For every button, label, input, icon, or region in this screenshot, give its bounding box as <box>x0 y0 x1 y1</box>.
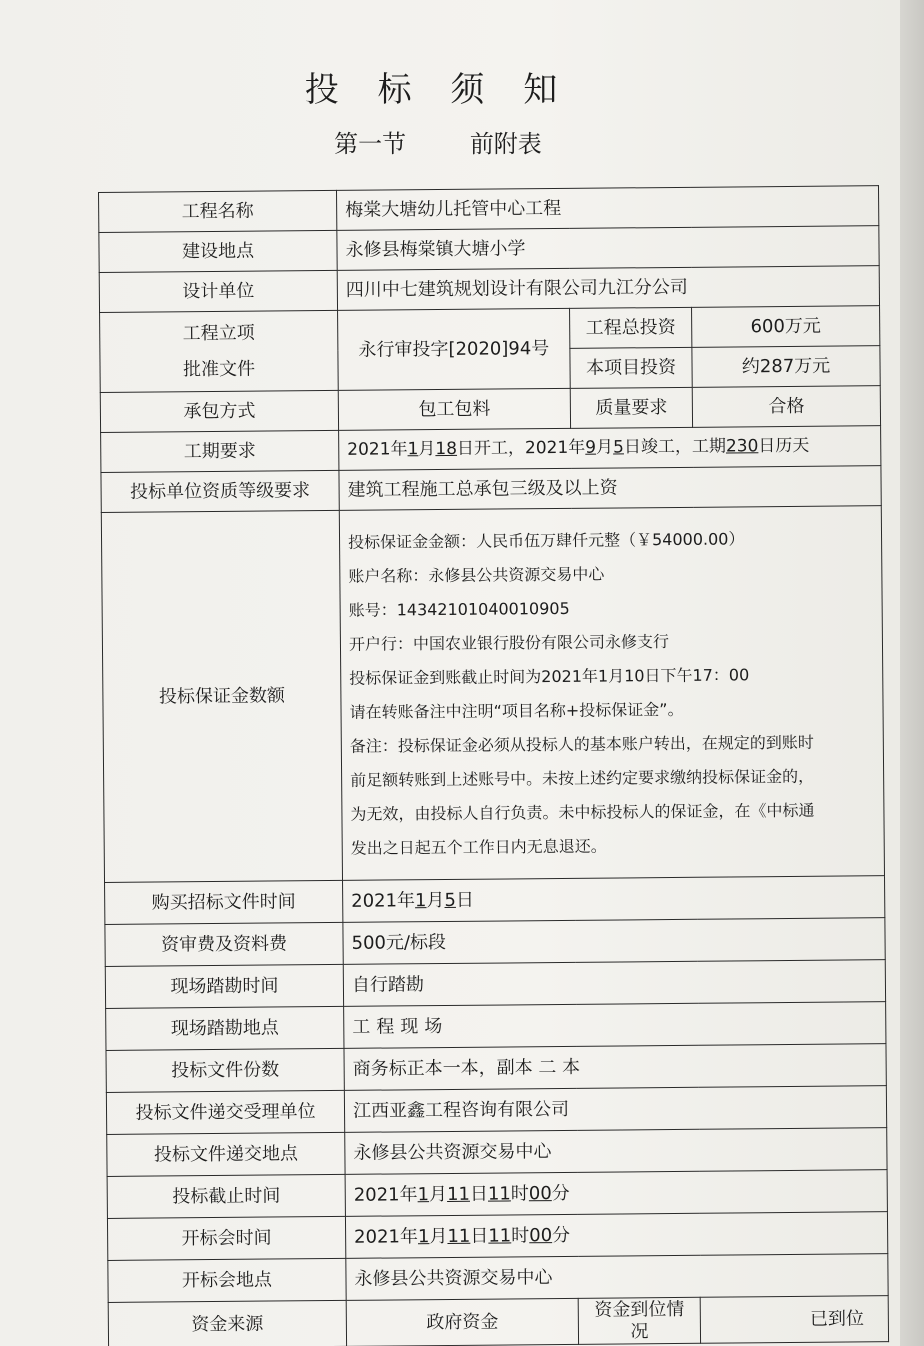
deadline-hour: 11 <box>487 1183 511 1205</box>
funding-status-value: 已到位 <box>700 1296 888 1344</box>
bond-line: 账户名称：永修县公共资源交易中心 <box>348 564 605 586</box>
receiver-label: 投标文件递交受理单位 <box>106 1090 344 1134</box>
opening-place-label: 开标会地点 <box>108 1258 346 1302</box>
date-text: 月 <box>426 889 445 911</box>
end-day: 5 <box>612 437 624 458</box>
table-row <box>99 226 879 273</box>
bond-line: 账号：14342101040010905 <box>348 598 570 620</box>
site-visit-place-label: 现场踏勘地点 <box>106 1006 344 1050</box>
section-heading <box>0 124 876 159</box>
deadline-day: 11 <box>446 1183 471 1205</box>
date-text: 分 <box>551 1182 570 1204</box>
location-value: 永修县梅棠镇大塘小学 <box>337 226 879 271</box>
table-row <box>99 186 879 233</box>
table-row <box>105 876 885 925</box>
bond-line: 发出之日起五个工作日内无息退还。 <box>350 836 607 858</box>
deadline-label: 投标截止时间 <box>107 1174 345 1218</box>
date-text: 月 <box>429 1225 448 1247</box>
schedule-text: 月 <box>595 437 614 458</box>
project-name-label: 工程名称 <box>99 190 337 232</box>
opening-time-value <box>345 1212 887 1259</box>
project-name-value: 梅棠大塘幼儿托管中心工程 <box>336 186 878 231</box>
date-text: 月 <box>428 1183 448 1205</box>
table-row <box>106 1044 886 1093</box>
submit-place-value: 永修县公共资源交易中心 <box>345 1128 887 1175</box>
duration-days: 230 <box>725 436 759 457</box>
approval-label-line1: 工程立项 <box>182 322 255 345</box>
project-investment-value: 约287万元 <box>692 346 880 388</box>
end-month: 9 <box>585 437 597 459</box>
doc-purchase-value <box>343 876 885 923</box>
approval-label <box>100 310 339 392</box>
table-row <box>107 1128 887 1177</box>
site-visit-place-value: 工程现场 <box>344 1002 886 1049</box>
bond-details <box>339 506 884 881</box>
purchase-day: 5 <box>444 889 457 911</box>
date-text: 2021年 <box>351 889 416 912</box>
start-month: 1 <box>407 439 419 460</box>
doc-purchase-label: 购买招标文件时间 <box>105 880 343 924</box>
designer-value: 四川中七建筑规划设计有限公司九江分公司 <box>337 266 879 311</box>
contract-label: 承包方式 <box>100 390 338 432</box>
deadline-value <box>345 1170 887 1217</box>
document-title: 投 标 须 知 <box>304 70 572 110</box>
bond-line: 投标保证金到账截止时间为2021年1月10日下午17：00 <box>349 664 750 688</box>
opening-day: 11 <box>447 1225 471 1247</box>
schedule-text: 2021年 <box>347 439 408 461</box>
bond-line: 为无效，由投标人自行负责。未中标投标人的保证金，在《中标通 <box>350 800 815 824</box>
bond-line: 请在转账备注中注明“项目名称+投标保证金”。 <box>349 699 684 722</box>
bond-line: 前足额转账到上述账号中。未按上述约定要求缴纳投标保证金的， <box>350 766 815 790</box>
table-row <box>101 466 881 513</box>
table-row <box>105 918 885 967</box>
date-text: 2021年 <box>354 1225 419 1248</box>
opening-time-label: 开标会时间 <box>107 1216 345 1260</box>
table-row <box>107 1170 887 1219</box>
location-label: 建设地点 <box>99 230 337 272</box>
receiver-value: 江西亚鑫工程咨询有限公司 <box>344 1086 886 1133</box>
opening-minute: 00 <box>529 1224 553 1246</box>
table-row <box>100 306 880 353</box>
date-text: 日 <box>470 1225 489 1247</box>
date-text: 时 <box>510 1182 529 1205</box>
funding-value: 政府资金 <box>346 1298 578 1346</box>
start-day: 18 <box>435 439 458 460</box>
funding-status-label: 资金到位情况 <box>578 1297 700 1344</box>
table-row <box>100 386 880 433</box>
contract-value: 包工包料 <box>338 388 570 430</box>
table-row <box>101 506 884 883</box>
bid-info-table <box>98 185 889 1346</box>
schedule-label: 工期要求 <box>101 430 339 472</box>
opening-month: 1 <box>417 1225 430 1247</box>
designer-label: 设计单位 <box>99 270 337 312</box>
copies-label: 投标文件份数 <box>106 1048 344 1092</box>
qualification-value: 建筑工程施工总承包三级及以上资 <box>339 466 881 511</box>
quality-value: 合格 <box>692 386 880 428</box>
opening-place-value: 永修县公共资源交易中心 <box>346 1254 888 1301</box>
deadline-minute: 00 <box>528 1182 552 1204</box>
site-visit-time-value: 自行踏勘 <box>343 960 885 1007</box>
total-investment-label: 工程总投资 <box>570 307 692 348</box>
table-row <box>108 1296 888 1346</box>
qualification-label: 投标单位资质等级要求 <box>101 470 339 512</box>
date-text: 时 <box>511 1224 530 1247</box>
copies-value: 商务标正本一本，副本 二 本 <box>344 1044 886 1091</box>
table-row <box>99 266 879 313</box>
site-visit-time-label: 现场踏勘时间 <box>105 964 343 1008</box>
deadline-month: 1 <box>417 1183 430 1205</box>
fee-value: 500元/标段 <box>343 918 885 965</box>
schedule-text: 日历天 <box>758 436 810 457</box>
total-investment-value: 600万元 <box>692 306 880 348</box>
quality-label: 质量要求 <box>570 387 692 428</box>
table-row <box>101 426 881 473</box>
schedule-text: 月 <box>418 439 436 460</box>
date-text: 分 <box>552 1224 571 1246</box>
table-row <box>107 1212 887 1261</box>
date-text: 日 <box>455 889 475 911</box>
section-number: 第一节 <box>334 130 407 158</box>
bond-line: 备注：投标保证金必须从投标人的基本账户转出，在规定的到账时 <box>349 732 814 756</box>
date-text: 日 <box>469 1183 489 1205</box>
project-investment-label: 本项目投资 <box>570 347 692 388</box>
approval-label-line2: 批准文件 <box>182 358 256 380</box>
bond-label: 投标保证金数额 <box>101 510 342 882</box>
approval-value: 永行审投字[2020]94号 <box>338 308 571 390</box>
bond-line: 开户行：中国农业银行股份有限公司永修支行 <box>348 631 670 654</box>
table-row <box>105 960 885 1009</box>
funding-label: 资金来源 <box>108 1300 346 1346</box>
table-row <box>108 1254 888 1303</box>
submit-place-label: 投标文件递交地点 <box>107 1132 345 1176</box>
bond-line: 投标保证金金额：人民币伍万肆仟元整（￥54000.00） <box>347 528 745 552</box>
schedule-value <box>339 426 881 471</box>
section-title: 前附表 <box>469 130 542 158</box>
schedule-text: 日竣工，工期 <box>623 436 726 458</box>
purchase-month: 1 <box>414 889 427 911</box>
schedule-text: 日开工，2021年 <box>456 438 586 460</box>
opening-hour: 11 <box>488 1225 512 1247</box>
table-row <box>106 1086 886 1135</box>
date-text: 2021年 <box>353 1183 418 1206</box>
fee-label: 资审费及资料费 <box>105 922 343 966</box>
table-row <box>106 1002 886 1051</box>
page-edge-shadow <box>900 0 924 1346</box>
